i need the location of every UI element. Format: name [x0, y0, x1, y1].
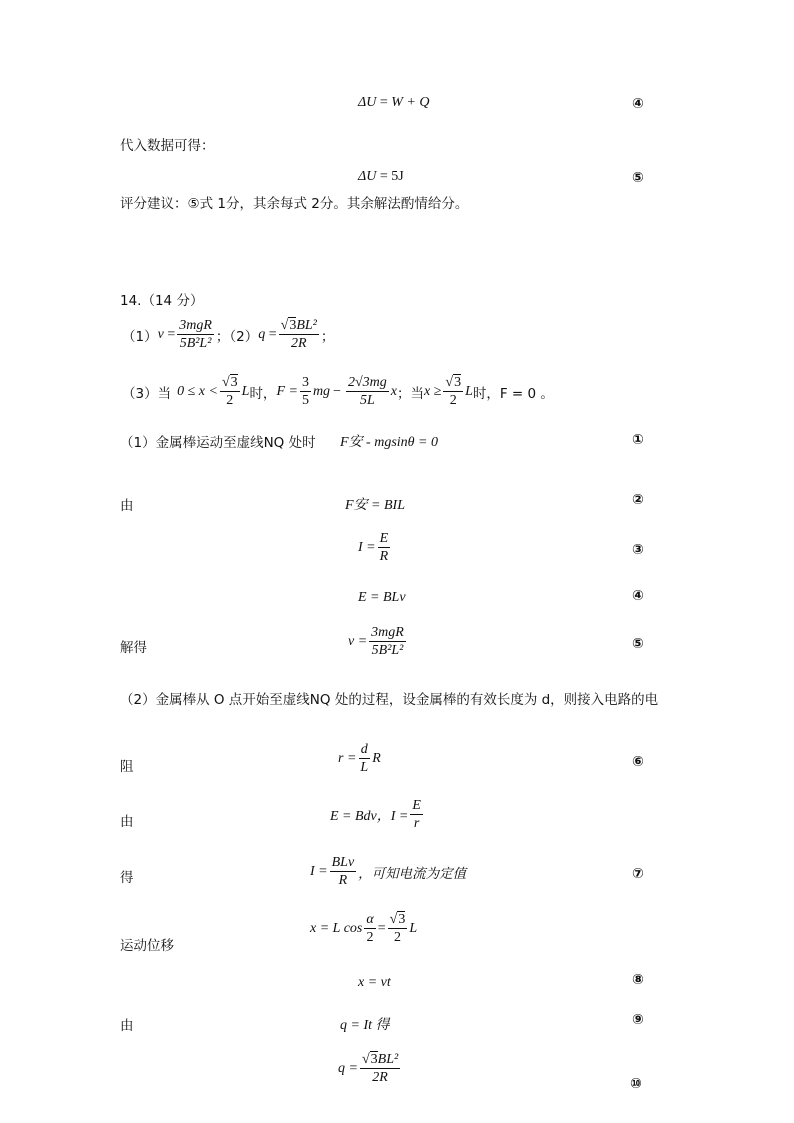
part1-eq5-den: 5B²L² [371, 643, 404, 659]
ans3-mg: mg [312, 383, 331, 399]
ans2-tail: ； [320, 328, 335, 345]
ans3-F: F = [276, 383, 298, 399]
ans3-frac-a-den: 2 [226, 393, 234, 409]
eq1-rhs: W + Q [391, 95, 430, 110]
equation-number-10: ⑩ [630, 1076, 642, 1092]
part2-eq7-frac [330, 855, 357, 889]
substitute-label: 代入数据可得： [120, 138, 215, 154]
ans3-frac-d: $\frac{√3}{2}$ [445, 375, 462, 409]
part1-eq3-den: R [379, 549, 389, 565]
ans1-fraction [177, 318, 214, 352]
part2-eq9: q = It 得 [340, 1018, 390, 1033]
ans3-x: x [390, 383, 397, 399]
equation-delta-u-5j [358, 169, 404, 185]
ans1-v: v [157, 326, 164, 342]
part2-eq7-lhs: I = [310, 863, 328, 879]
part2-eq6-rhs: R [372, 750, 381, 766]
part2-eqx-L: L [409, 920, 418, 936]
equation-number-5b: ⑤ [632, 636, 644, 652]
part2-eq10-num-rest: BL² [377, 1052, 399, 1067]
part2-eq8: x = vt [358, 975, 391, 990]
ans3-f2-den: 5L [359, 393, 375, 409]
ans3-frac-a: $\frac{√3}{2}$ [221, 375, 238, 409]
ans2-fraction: $\frac{\text{√3BL²}}{2R}$ [280, 318, 317, 352]
part2-eq7-den: R [338, 873, 348, 889]
part2-eq6-lhs: r = [338, 750, 357, 766]
part2-eqx-den2: 2 [393, 930, 401, 946]
ans3-f1-num: 3 [300, 375, 311, 392]
part2-eq7 [310, 855, 466, 889]
ans2-q: q [258, 326, 266, 342]
equation-number-4b: ④ [632, 588, 644, 604]
equation-number-8: ⑧ [632, 972, 644, 988]
equation-number-9: ⑨ [632, 1012, 644, 1028]
part2-eq7-tail: ，可知电流为定值 [358, 865, 467, 882]
part2-eq6-frac [358, 742, 370, 776]
part1-eq3 [358, 531, 392, 565]
ans2-den: 2R [290, 336, 307, 352]
equation-number-5: ⑤ [632, 170, 644, 186]
part1-eq5-num: 3mgR [369, 625, 406, 642]
part1-eq2: F安 = BIL [345, 498, 405, 513]
equation-number-1: ① [632, 432, 644, 448]
part2-intro: （2）金属棒从 O 点开始至虚线NQ 处的过程，设金属棒的有效长度为 d，则接入电路的电 [120, 692, 659, 708]
ans3-cond1: 0 ≤ x < [177, 383, 218, 399]
eq2-rhs: 5J [391, 169, 404, 184]
ans3-end: 时，F = 0 。 [472, 385, 554, 402]
part2-eqa [330, 798, 425, 832]
part2-eqx-eq: = [377, 920, 386, 936]
part2-displacement-label: 运动位移 [120, 938, 174, 954]
ans2-num-rest: BL² [296, 318, 317, 333]
part2-get-label: 得 [120, 870, 134, 886]
part2-eqx-den: 2 [366, 930, 374, 946]
equation-number-4: ④ [632, 96, 644, 112]
ans3-sep: ；当 [396, 385, 424, 402]
equation-delta-u-w-q [358, 95, 429, 111]
ans3-label: （3）当 [122, 385, 172, 402]
part2-eqa-num: E [410, 798, 423, 815]
ans3-minus: − [333, 383, 341, 399]
ans2-label: ；（2） [215, 328, 259, 345]
part2-eq10-frac: $\frac{\text{√3BL²}}{2R}$ [361, 1052, 399, 1086]
ans3-cond2: x ≥ [423, 383, 442, 399]
part2-eq10-den: 2R [372, 1070, 388, 1086]
part1-eq3-lhs: I = [358, 539, 376, 555]
part1-intro: （1）金属棒运动至虚线NQ 处时 [120, 435, 316, 451]
ans1-label: （1） [122, 328, 158, 345]
part2-eq10-lhs: q = [338, 1060, 358, 1076]
ans3-frac-c [346, 375, 389, 409]
eq2-op: = [379, 169, 388, 184]
ans3-f1-den: 5 [301, 393, 309, 409]
ans3-frac-d-den: 2 [449, 393, 457, 409]
part2-eqx-root: 3 [398, 912, 406, 927]
part1-eq3-frac [378, 531, 391, 565]
eq2-lhs: ΔU [358, 169, 377, 184]
part1-eq5-lhs: v = [348, 633, 368, 649]
equation-number-3: ③ [632, 542, 644, 558]
ans1-num: 3mgR [177, 318, 214, 335]
part1-eq5-frac [369, 625, 406, 659]
ans3-frac-d-root: 3 [454, 375, 462, 390]
ans2-root: 3 [289, 318, 297, 333]
part2-eqa-frac [410, 798, 423, 832]
ans3-f2-num: 2√3mg [346, 375, 389, 392]
part2-by-label: 由 [120, 814, 134, 830]
part1-eq4: E = BLv [358, 590, 406, 605]
ans3-when: 时， [249, 385, 277, 402]
part2-eqa-den: r [413, 816, 420, 832]
equation-number-2: ② [632, 492, 644, 508]
part2-eqx-num: α [364, 912, 375, 929]
part2-resist-label: 阻 [120, 759, 134, 775]
grading-note: 评分建议：⑤式 1分，其余每式 2分。其余解法酌情给分。 [120, 196, 469, 212]
part2-eqx-frac2: $\frac{√3}{2}$ [389, 912, 406, 946]
part2-eq6 [338, 742, 381, 776]
ans3-frac-b [300, 375, 311, 409]
part2-eq6-den: L [360, 760, 369, 776]
ans3-L: L [241, 383, 250, 399]
part2-eq10-root: 3 [370, 1052, 378, 1067]
equation-number-7: ⑦ [632, 866, 644, 882]
part2-eq10 [338, 1052, 402, 1086]
answer-line-3 [122, 375, 554, 409]
part1-eq3-num: E [378, 531, 391, 548]
part2-by2-label: 由 [120, 1018, 134, 1034]
part2-eq6-num: d [359, 742, 370, 759]
answer-line-1-2: （1） v = $\frac{\text{3mgR}}{\text{5B²L²}}$ ；（2） q = $\frac{\text{√3BL²}}{2R}$ ； [122, 318, 335, 352]
part2-eqa-text: E = Bdv，I = [330, 808, 409, 824]
part1-solve-label: 解得 [120, 640, 147, 656]
eq1-lhs: ΔU [358, 95, 377, 110]
part2-eq7-num: BLv [330, 855, 357, 872]
part2-eqx-lhs: x = L cos [310, 920, 363, 936]
eq1-op: = [379, 95, 388, 110]
ans1-den: 5B²L² [179, 336, 212, 352]
ans3-L2: L [465, 383, 473, 399]
part1-eq1: F安 - mgsinθ = 0 [340, 435, 438, 450]
part1-by-label: 由 [120, 498, 134, 514]
equation-number-6: ⑥ [632, 754, 644, 770]
part2-eqx-frac1 [364, 912, 375, 946]
ans3-frac-a-root: 3 [230, 375, 238, 390]
part1-eq5 [348, 625, 408, 659]
question-14-title: 14.（14 分） [120, 293, 204, 309]
part2-eqx [310, 912, 417, 946]
